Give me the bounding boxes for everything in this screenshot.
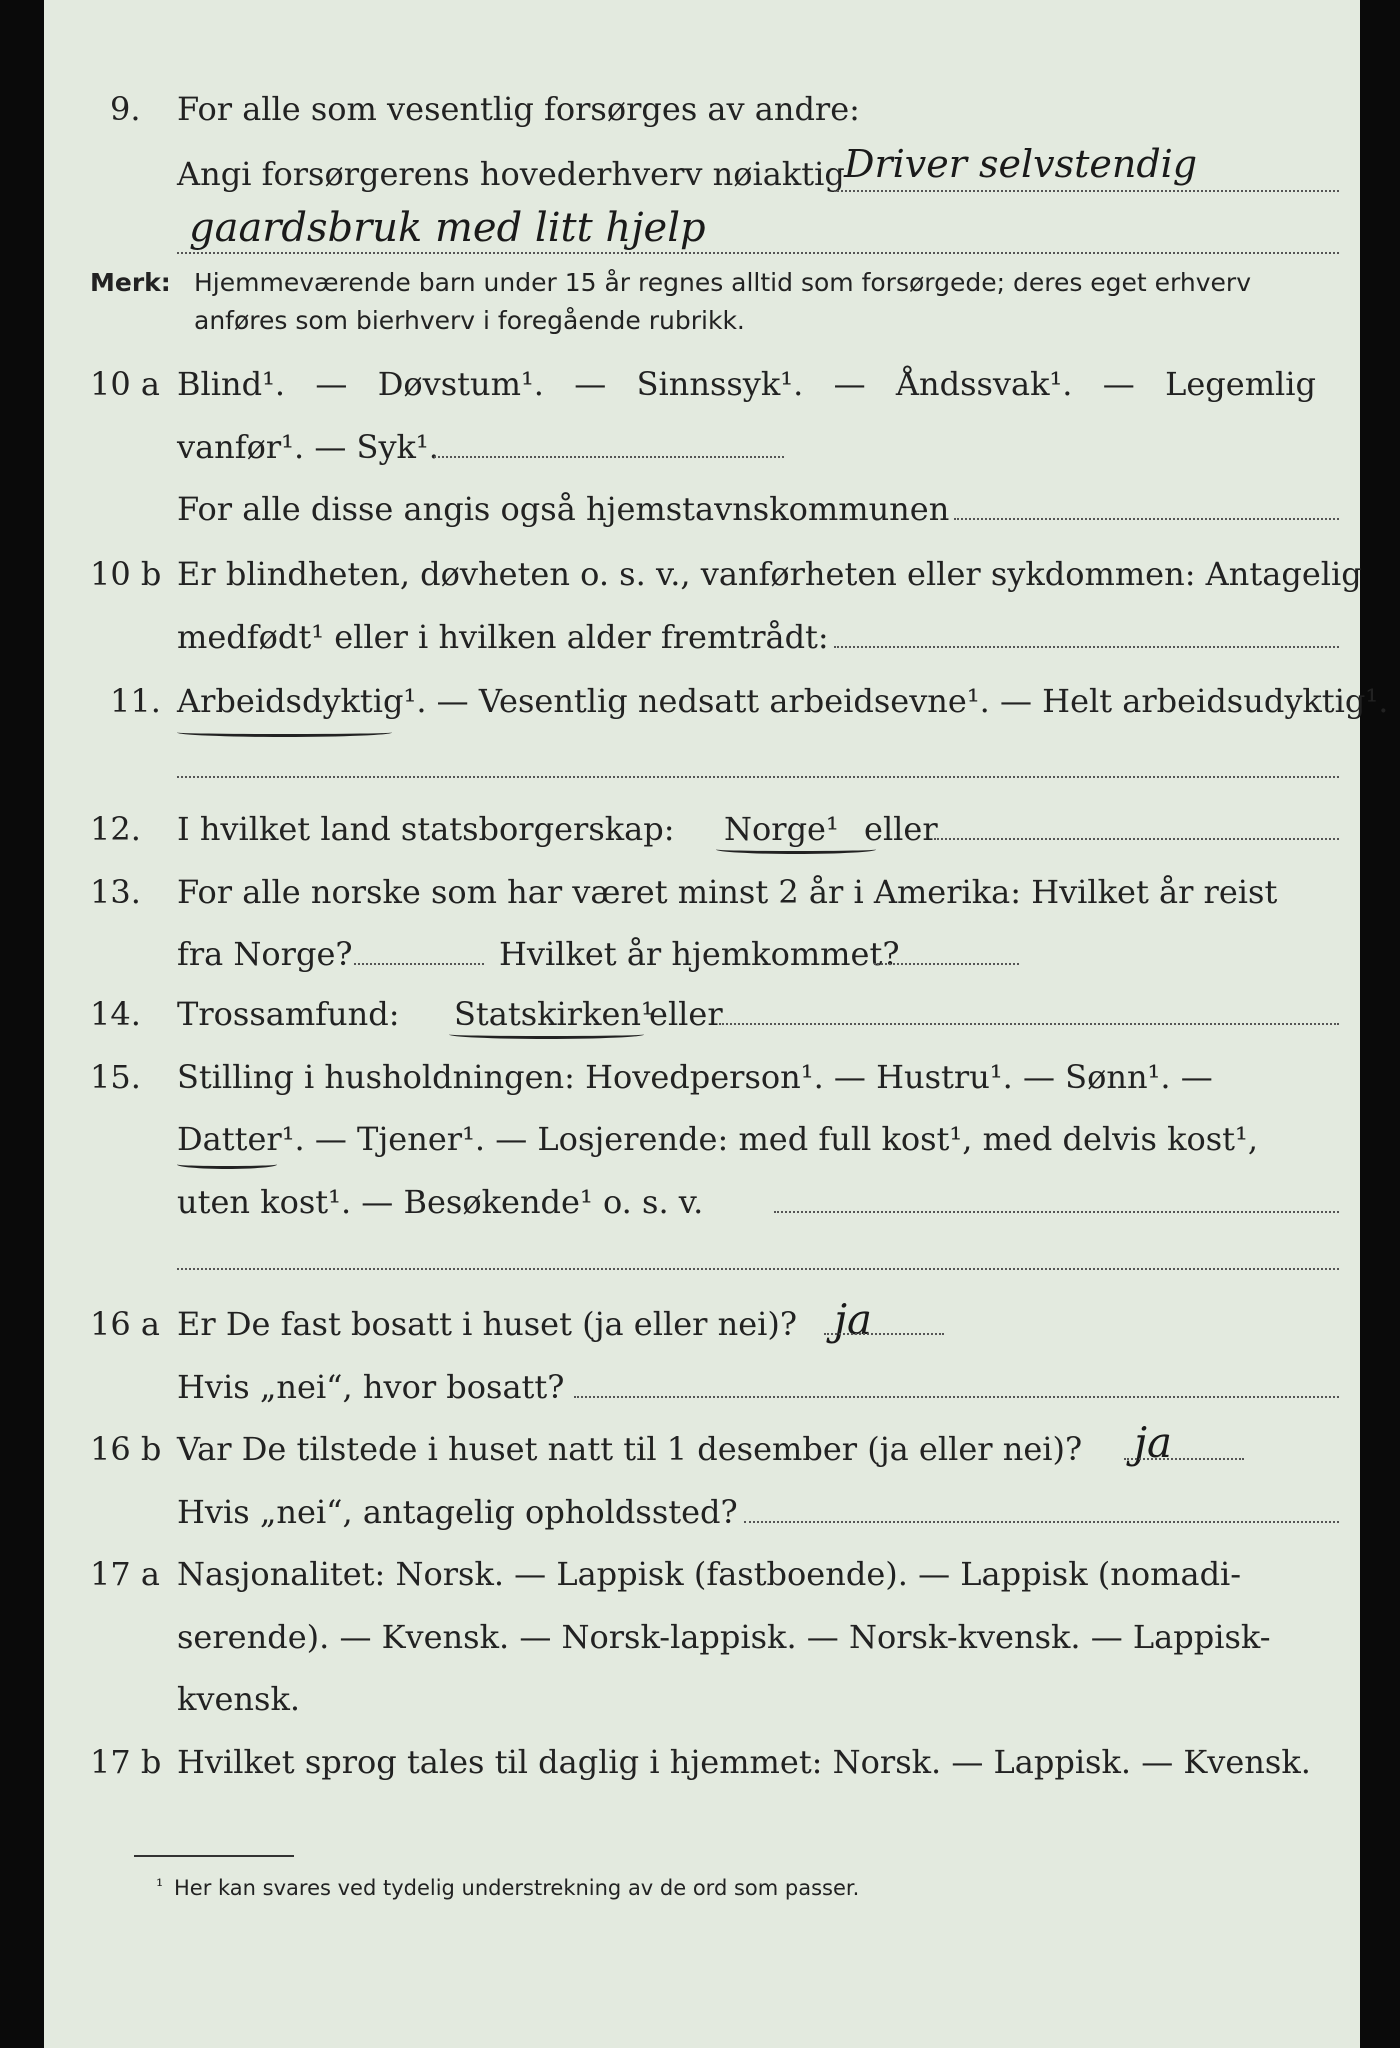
q10a-line1 [177,365,1316,403]
footnote-text: Her kan svares ved tydelig understrekning av de ord som passer. [174,1876,860,1900]
q10a-municipality-line [954,518,1339,520]
q16b-answer-handwritten: ja [1134,1418,1173,1467]
q13-left-norway: fra Norge? [177,935,353,973]
q16a-line1: Er De fast bosatt i huset (ja eller nei)? [177,1305,798,1343]
q17a-number: 17 a [90,1555,160,1593]
census-form-page [44,0,1389,2048]
q10b-line1: Er blindheten, døvheten o. s. v., vanførheten eller sykdommen: Antagelig [177,555,1362,593]
note-label: Merk: [90,268,171,297]
q9-answer-line-2 [177,252,1339,254]
q17a-line1: Nasjonalitet: Norsk. — Lappisk (fastboende). — Lappisk (nomadi- [177,1555,1242,1593]
q13-returned-year-line [874,963,1019,965]
q17a-line3: kvensk. [177,1680,300,1718]
q13-returned: Hvilket år hjemkommet? [499,935,900,973]
q10b-age-line [834,646,1339,648]
note-line1: Hjemmeværende barn under 15 år regnes alltid som forsørgede; deres eget erhverv [194,268,1251,297]
q14-other-line [719,1023,1339,1025]
q15-line3: uten kost¹. — Besøkende¹ o. s. v. [177,1183,704,1221]
dash: — [833,365,866,403]
q16b-answer-line [1124,1458,1244,1460]
q15-line1: Stilling i husholdningen: Hovedperson¹. — Hustru¹. — Sønn¹. — [177,1058,1213,1096]
q16b-location-line [744,1521,1339,1523]
q10b-number: 10 b [90,555,162,593]
q12-or: eller [864,810,938,848]
q12-label: I hvilket land statsborgerskap: [177,810,675,848]
q13-line1: For alle norske som har været minst 2 år i Amerika: Hvilket år reist [177,873,1278,911]
q10a-sick-line [434,456,784,458]
q14-number: 14. [90,995,141,1033]
q16a-answer-handwritten: ja [834,1295,873,1344]
q16a-answer-line [824,1333,944,1335]
q12-other-line [934,838,1339,840]
q13-number: 13. [90,873,141,911]
q9-answer-handwritten-1: Driver selvstendig [844,142,1198,186]
q17a-line2: serende). — Kvensk. — Norsk-lappisk. — Norsk-kvensk. — Lappisk- [177,1618,1271,1656]
q12-number: 12. [90,810,141,848]
q12-handwritten-underline [716,845,876,854]
q9-answer-line-1 [834,190,1339,192]
q16b-number: 16 b [90,1430,162,1468]
q14-or: eller [649,995,723,1033]
dash: — [315,365,348,403]
q12-option-norway: Norge¹ [724,810,839,848]
q16a-location-line [574,1396,1339,1398]
q11-handwritten-underline [177,728,392,737]
note-line2: anføres som bierhverv i foregående rubrikk. [194,306,745,335]
q14-option-state-church: Statskirken¹ [454,995,654,1033]
q14-handwritten-underline [449,1030,644,1039]
q15-handwritten-underline [177,1160,277,1169]
q10a-option-physically: Legemlig [1165,365,1316,403]
q16a-line2: Hvis „nei“, hvor bosatt? [177,1368,565,1406]
q9-answer-handwritten-2: gaardsbruk med litt hjelp [189,205,706,251]
q14-label: Trossamfund: [177,995,400,1033]
q11-number: 11. [110,682,161,720]
footnote-rule [134,1855,294,1857]
q10a-option-deafmute: Døvstum¹. [377,365,544,403]
dash: — [1102,365,1135,403]
q11-line1: Arbeidsdyktig¹. — Vesentlig nedsatt arbeidsevne¹. — Helt arbeidsudyktig¹. [177,682,1389,720]
q15-answer-line [177,1268,1339,1270]
q11-answer-line [177,776,1339,778]
q15-line2: Datter¹. — Tjener¹. — Losjerende: med full kost¹, med delvis kost¹, [177,1120,1259,1158]
q17b-number: 17 b [90,1743,162,1781]
q10a-option-feebleminded: Åndssvak¹. [895,365,1073,403]
q16b-line2: Hvis „nei“, antagelig opholdssted? [177,1493,738,1531]
q16b-line1: Var De tilstede i huset natt til 1 desember (ja eller nei)? [177,1430,1083,1468]
q9-number: 9. [110,90,141,128]
dash: — [574,365,607,403]
q17b-line1: Hvilket sprog tales til daglig i hjemmet: Norsk. — Lappisk. — Kvensk. [177,1743,1311,1781]
q10b-line2: medfødt¹ eller i hvilken alder fremtrådt: [177,618,829,656]
q9-line1: For alle som vesentlig forsørges av andre: [177,90,860,128]
q15-number: 15. [90,1058,141,1096]
q16a-number: 16 a [90,1305,160,1343]
q9-provider-label: Angi forsørgerens hovederhverv nøiaktig [177,155,845,193]
q10a-number: 10 a [90,365,160,403]
q15-other-line [774,1211,1339,1213]
q13-left-year-line [354,963,484,965]
q10a-option-insane: Sinnssyk¹. [636,365,804,403]
q10a-option-blind: Blind¹. [177,365,286,403]
q10a-line2: vanfør¹. — Syk¹. [177,428,439,466]
q10a-line3: For alle disse angis også hjemstavnskommunen [177,490,950,528]
footnote-mark: ¹ [156,1876,164,1897]
